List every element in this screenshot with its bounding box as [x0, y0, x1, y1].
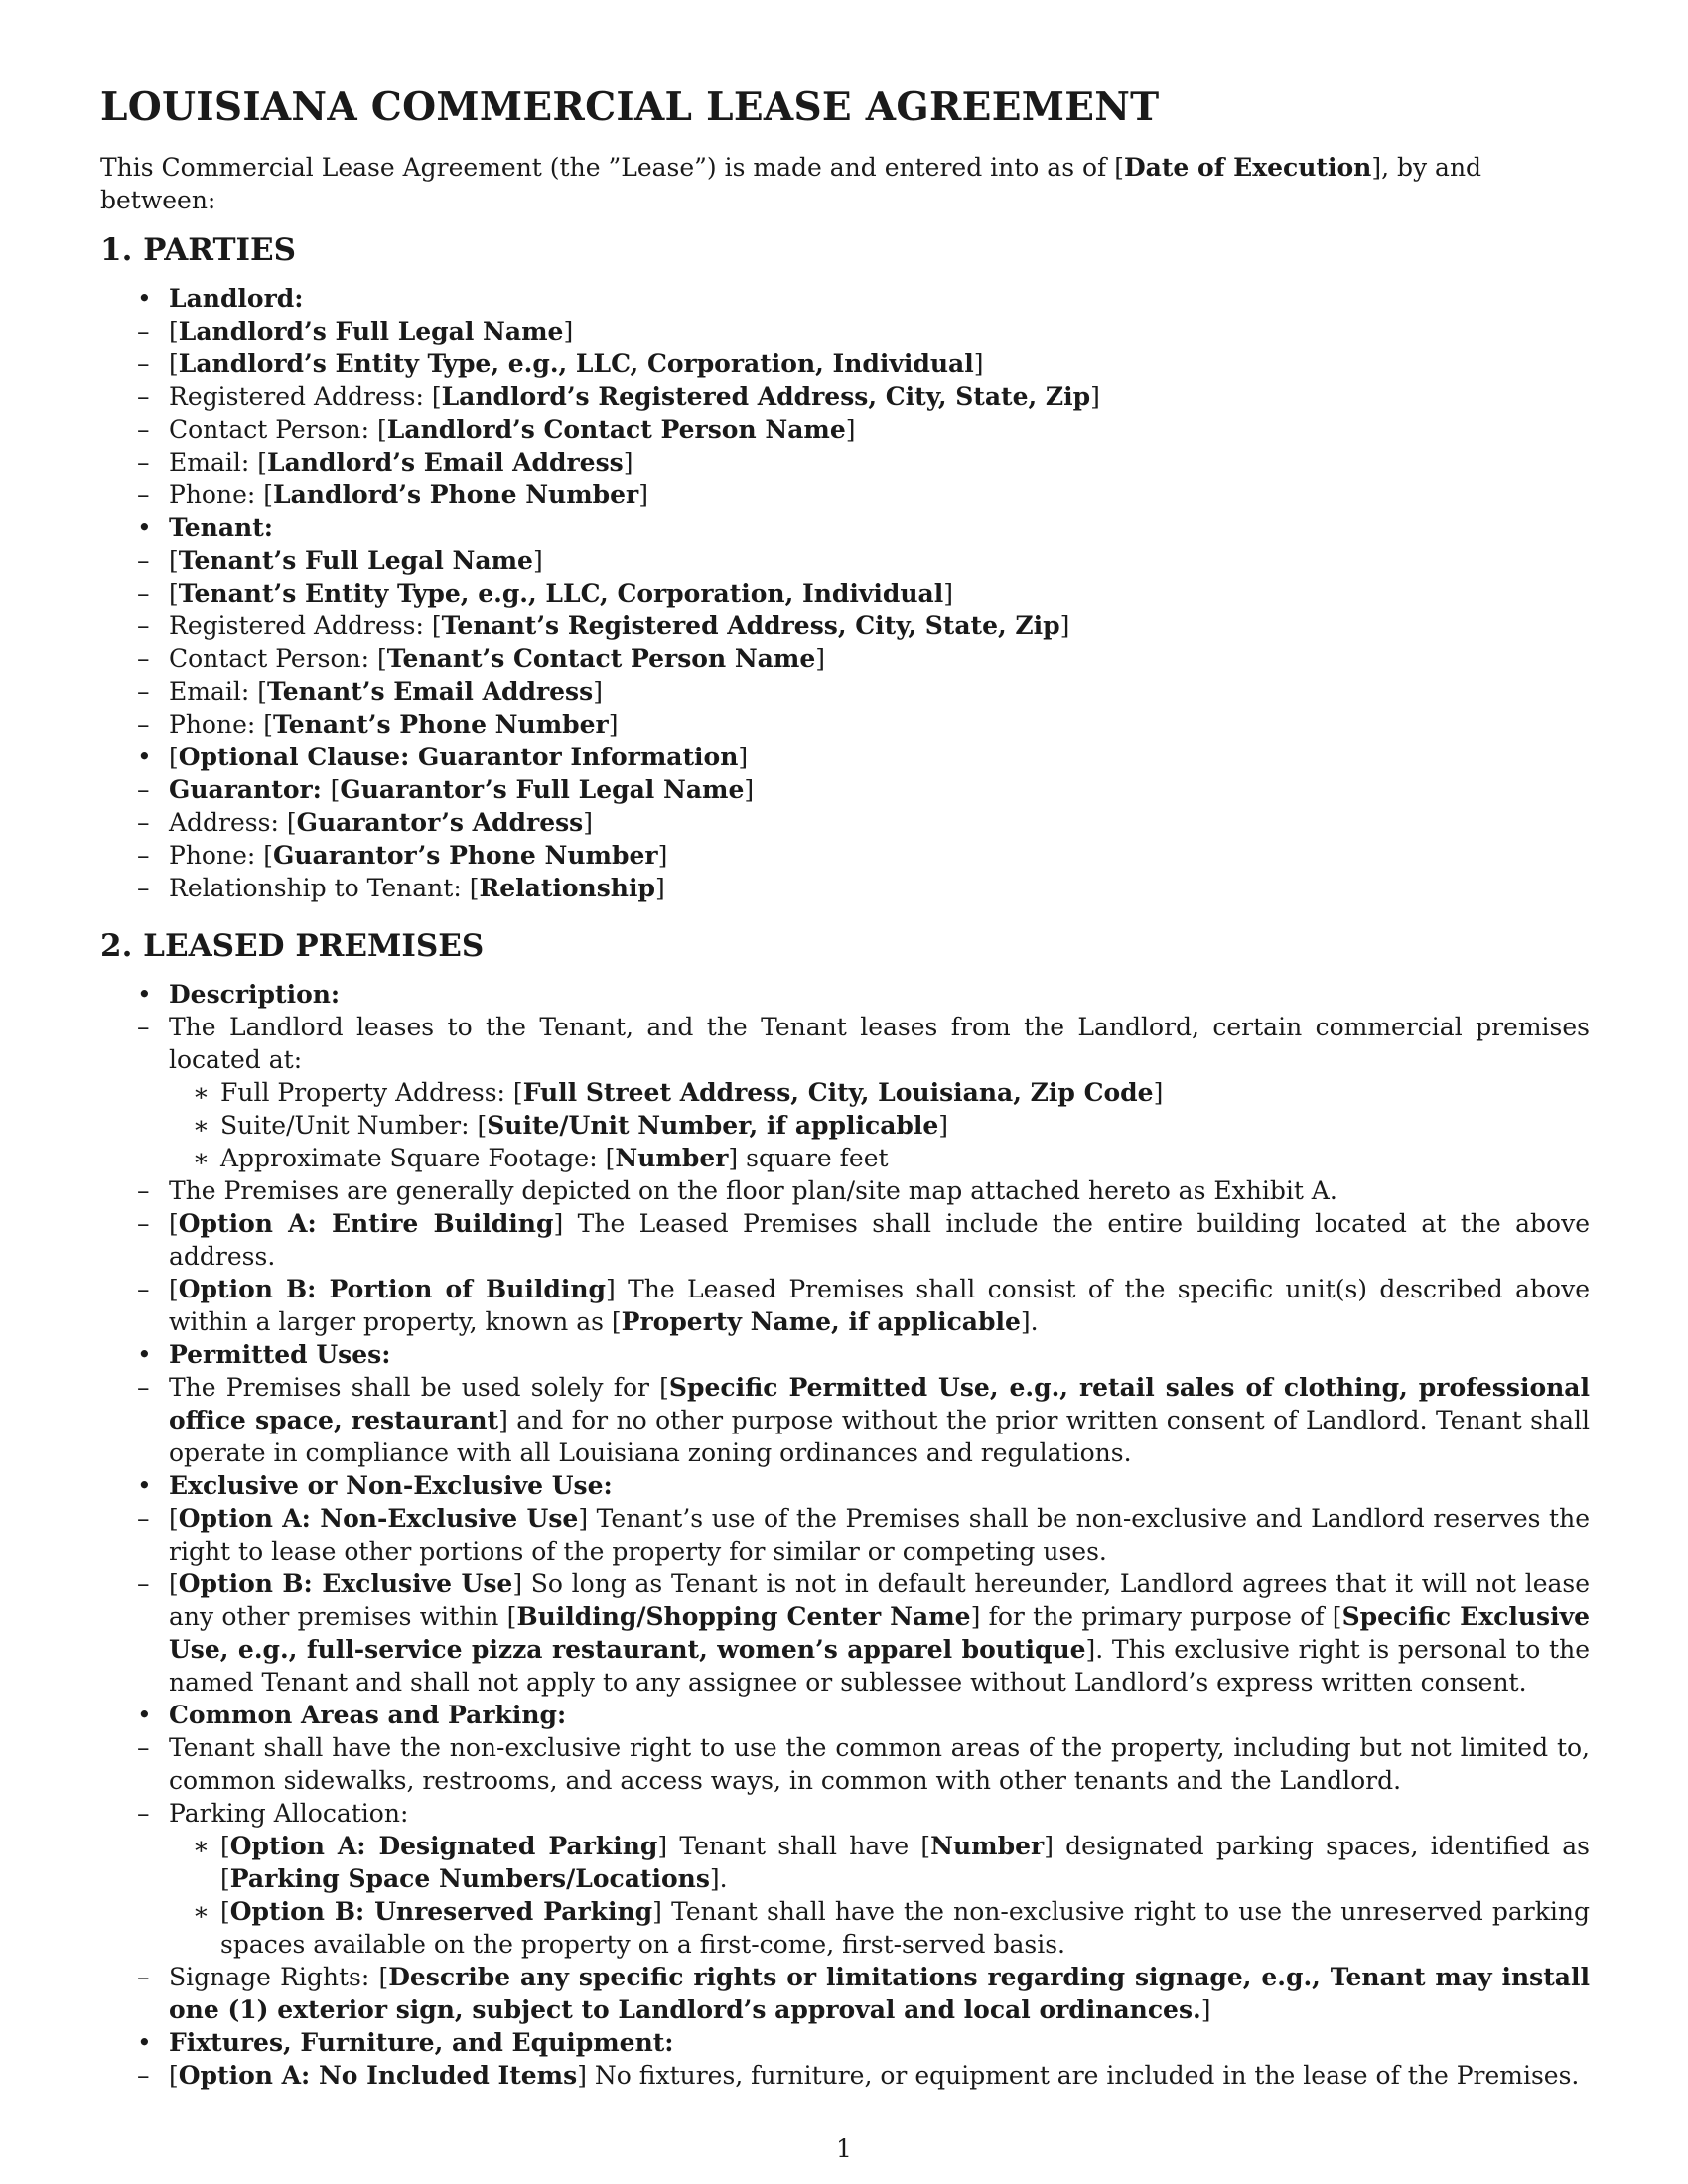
guarantor-item: • [Optional Clause: Guarantor Information] – Guarantor: [Guarantor’s Full Legal Name] – Address: [Guarantor’s Address] – Phone: [Guarantor’s Phone Number] – Relationship to Tenant: [Relationship] [100, 741, 1590, 904]
square-footage: ∗ Approximate Square Footage: [Number] square feet [220, 1142, 1590, 1174]
option-b-exclusive: – [Option B: Exclusive Use] So long as Tenant is not in default hereunder, Landlord agrees that it will not lease any other premises within [Building/Shopping Center Name] for the primary purpose of [Specific Exclusive Use, e.g., full-service pizza restaurant, women’s apparel boutique]. This exclusive right is personal to the named Tenant and shall not apply to any assignee or sublessee without Landlord’s express written consent. [169, 1568, 1590, 1699]
description-item: • Description: – The Landlord leases to the Tenant, and the Tenant leases from the Landlord, certain commercial premises located at: ∗ Full Property Address: [Full Street Address, City, Louisiana, Zip Code] ∗ Suite/Unit Number: [Suite/Unit Number, if applicable] ∗ Approximate Square Footage: [Number] square feet – The Premises are generally depicted on the floor plan/site map attached hereto as Exhibit A. – [Option A: Entire Building] The Leased Premises shall include the entire building located at the above address. – [Option B: Portion of Building] The Leased Premises shall consist of the specific unit(s) described above within a larger property, known as [Property Name, if applicable]. [100, 978, 1590, 1338]
tenant-name: – [Tenant’s Full Legal Name] [169, 544, 1590, 577]
date-of-execution-field: Date of Execution [1123, 153, 1372, 182]
landlord-contact: – Contact Person: [Landlord’s Contact Person Name] [169, 413, 1590, 446]
tenant-item: • Tenant: – [Tenant’s Full Legal Name] – [Tenant’s Entity Type, e.g., LLC, Corporation, Individual] – Registered Address: [Tenant’s Registered Address, City, State, Zip] – Contact Person: [Tenant’s Contact Person Name] – Email: [Tenant’s Email Address] – Phone: [Tenant’s Phone Number] [100, 511, 1590, 741]
guarantor-phone: – Phone: [Guarantor’s Phone Number] [169, 839, 1590, 872]
section-1-heading: 1. PARTIES [100, 232, 297, 268]
landlord-email: – Email: [Landlord’s Email Address] [169, 446, 1590, 478]
guarantor-name: – Guarantor: [Guarantor’s Full Legal Name] [169, 773, 1590, 806]
landlord-entity: – [Landlord’s Entity Type, e.g., LLC, Corporation, Individual] [169, 347, 1590, 380]
tenant-phone: – Phone: [Tenant’s Phone Number] [169, 708, 1590, 741]
parking-option-b: ∗ [Option B: Unreserved Parking] Tenant shall have the non-exclusive right to use the unreserved parking spaces available on the property on a first-come, first-served basis. [220, 1895, 1590, 1961]
parking-allocation: – Parking Allocation: ∗ [Option A: Designated Parking] Tenant shall have [Number] designated parking spaces, identified as [Parking Space Numbers/Locations]. ∗ [Option B: Unreserved Parking] Tenant shall have the non-exclusive right to use the unreserved parking spaces available on the property on a first-come, first-served basis. [169, 1797, 1590, 1961]
fixtures-option-a: – [Option A: No Included Items] No fixtures, furniture, or equipment are included in the lease of the Premises. [169, 2059, 1590, 2092]
guarantor-address: – Address: [Guarantor’s Address] [169, 806, 1590, 839]
landlord-address: – Registered Address: [Landlord’s Registered Address, City, State, Zip] [169, 380, 1590, 413]
intro-paragraph: This Commercial Lease Agreement (the ”Lease”) is made and entered into as of [Date of Execution], by and between: [100, 153, 1482, 214]
section-2-heading: 2. LEASED PREMISES [100, 928, 485, 964]
common-areas-item: • Common Areas and Parking: – Tenant shall have the non-exclusive right to use the common areas of the property, including but not limited to, common sidewalks, restrooms, and access ways, in common with other tenants and the Landlord. – Parking Allocation: ∗ [Option A: Designated Parking] Tenant shall have [Number] designated parking spaces, identified as [Parking Space Numbers/Locations]. ∗ [Option B: Unreserved Parking] Tenant shall have the non-exclusive right to use the unreserved parking spaces available on the property on a first-come, first-served basis. – Signage Rights: [Describe any specific rights or limitations regarding signage, e.g., Tenant may install one (1) exterior sign, subject to Landlord’s approval and local ordinances.] [100, 1699, 1590, 2026]
parking-option-a: ∗ [Option A: Designated Parking] Tenant shall have [Number] designated parking spaces, identified as [Parking Space Numbers/Locations]. [220, 1830, 1590, 1895]
common-areas-text: – Tenant shall have the non-exclusive right to use the common areas of the property, including but not limited to, common sidewalks, restrooms, and access ways, in common with other tenants and the Landlord. [169, 1731, 1590, 1797]
permitted-uses-item: • Permitted Uses: – The Premises shall be used solely for [Specific Permitted Use, e.g., retail sales of clothing, professional office space, restaurant] and for no other purpose without the prior written consent of Landlord. Tenant shall operate in compliance with all Louisiana zoning ordinances and regulations. [100, 1338, 1590, 1469]
description-lead: – The Landlord leases to the Tenant, and the Tenant leases from the Landlord, certain commercial premises located at: ∗ Full Property Address: [Full Street Address, City, Louisiana, Zip Code] ∗ Suite/Unit Number: [Suite/Unit Number, if applicable] ∗ Approximate Square Footage: [Number] square feet [169, 1011, 1590, 1174]
landlord-item: • Landlord: – [Landlord’s Full Legal Name] – [Landlord’s Entity Type, e.g., LLC, Corporation, Individual] – Registered Address: [Landlord’s Registered Address, City, State, Zip] – Contact Person: [Landlord’s Contact Person Name] – Email: [Landlord’s Email Address] – Phone: [Landlord’s Phone Number] [100, 282, 1590, 511]
tenant-entity: – [Tenant’s Entity Type, e.g., LLC, Corporation, Individual] [169, 577, 1590, 610]
exclusive-use-item: • Exclusive or Non-Exclusive Use: – [Option A: Non-Exclusive Use] Tenant’s use of the Premises shall be non-exclusive and Landlord reserves the right to lease other portions of the property for similar or competing uses. – [Option B: Exclusive Use] So long as Tenant is not in default hereunder, Landlord agrees that it will not lease any other premises within [Building/Shopping Center Name] for the primary purpose of [Specific Exclusive Use, e.g., full-service pizza restaurant, women’s apparel boutique]. This exclusive right is personal to the named Tenant and shall not apply to any assignee or sublessee without Landlord’s express written consent. [100, 1469, 1590, 1699]
document-page [100, 83, 1590, 2092]
suite-number: ∗ Suite/Unit Number: [Suite/Unit Number, if applicable] [220, 1109, 1590, 1142]
parties-list [100, 282, 1590, 904]
landlord-phone: – Phone: [Landlord’s Phone Number] [169, 478, 1590, 511]
property-address: ∗ Full Property Address: [Full Street Address, City, Louisiana, Zip Code] [220, 1076, 1590, 1109]
option-a-entire-building: – [Option A: Entire Building] The Leased Premises shall include the entire building located at the above address. [169, 1207, 1590, 1273]
document-title: LOUISIANA COMMERCIAL LEASE AGREEMENT [100, 84, 1160, 130]
permitted-uses-text: – The Premises shall be used solely for [Specific Permitted Use, e.g., retail sales of clothing, professional office space, restaurant] and for no other purpose without the prior written consent of Landlord. Tenant shall operate in compliance with all Louisiana zoning ordinances and regulations. [169, 1371, 1590, 1469]
option-a-non-exclusive: – [Option A: Non-Exclusive Use] Tenant’s use of the Premises shall be non-exclusive and Landlord reserves the right to lease other portions of the property for similar or competing uses. [169, 1502, 1590, 1568]
signage-rights: – Signage Rights: [Describe any specific rights or limitations regarding signage, e.g., Tenant may install one (1) exterior sign, subject to Landlord’s approval and local ordinances.] [169, 1961, 1590, 2026]
option-b-portion-building: – [Option B: Portion of Building] The Leased Premises shall consist of the specific unit(s) described above within a larger property, known as [Property Name, if applicable]. [169, 1273, 1590, 1338]
page-number: 1 [836, 2134, 852, 2163]
tenant-address: – Registered Address: [Tenant’s Registered Address, City, State, Zip] [169, 610, 1590, 642]
premises-list [100, 978, 1590, 2092]
tenant-email: – Email: [Tenant’s Email Address] [169, 675, 1590, 708]
fixtures-item: • Fixtures, Furniture, and Equipment: – [Option A: No Included Items] No fixtures, furniture, or equipment are included in the lease of the Premises. [100, 2026, 1590, 2092]
exhibit-note: – The Premises are generally depicted on the floor plan/site map attached hereto as Exhibit A. [169, 1174, 1590, 1207]
landlord-name: – [Landlord’s Full Legal Name] [169, 315, 1590, 347]
guarantor-relationship: – Relationship to Tenant: [Relationship] [169, 872, 1590, 904]
tenant-contact: – Contact Person: [Tenant’s Contact Person Name] [169, 642, 1590, 675]
